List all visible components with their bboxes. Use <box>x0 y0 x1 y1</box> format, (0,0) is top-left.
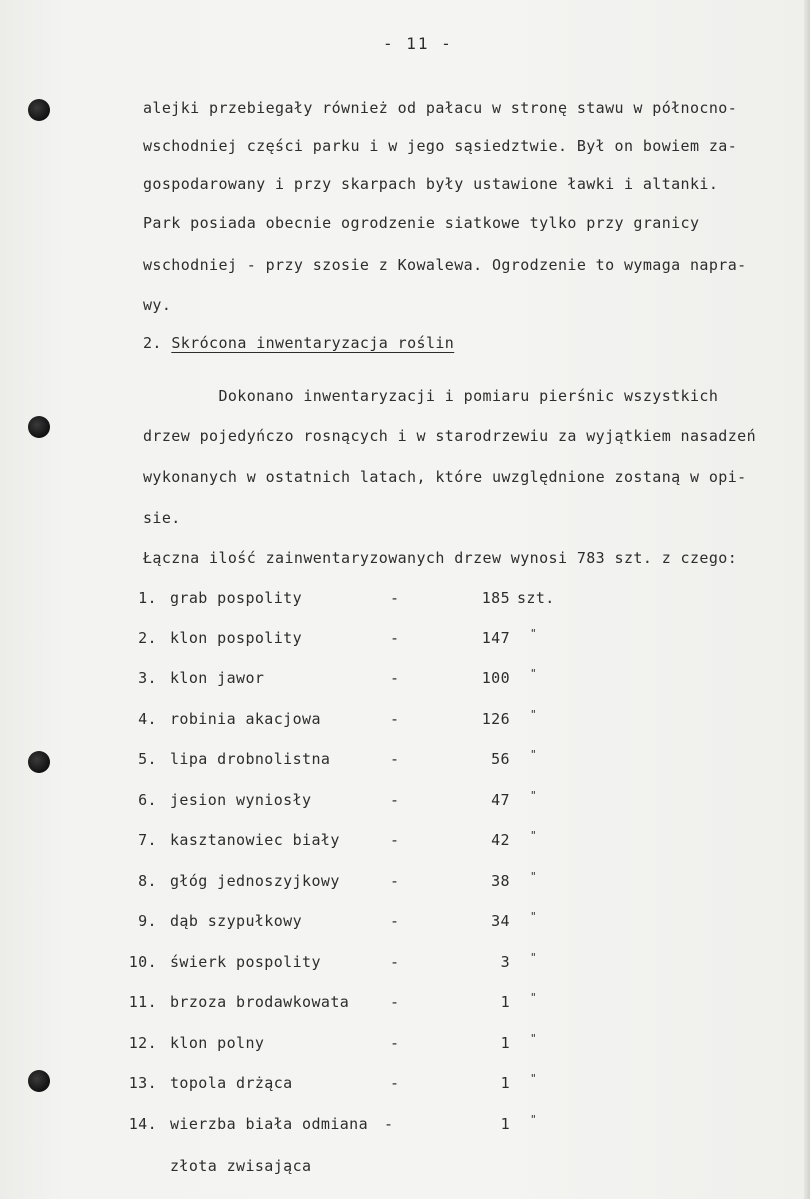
species-dash: - <box>390 1074 400 1092</box>
species-name: klon jawor <box>170 669 265 687</box>
species-count: 38 <box>491 872 510 890</box>
species-name: brzoza brodawkowata <box>170 993 350 1011</box>
species-count: 42 <box>491 831 510 849</box>
species-row <box>0 1074 810 1094</box>
species-count: 100 <box>481 669 510 687</box>
species-number: 7. <box>138 831 157 849</box>
species-name: świerk pospolity <box>170 953 321 971</box>
species-number: 2. <box>138 629 157 647</box>
paragraph-line: sie. <box>143 509 181 527</box>
species-count: 1 <box>500 993 510 1011</box>
species-count: 34 <box>491 912 510 930</box>
species-dash: - <box>390 669 400 687</box>
species-dash: - <box>390 589 400 607</box>
species-name: kasztanowiec biały <box>170 831 340 849</box>
species-name: grab pospolity <box>170 589 303 607</box>
species-name: głóg jednoszyjkowy <box>170 872 340 890</box>
species-unit: " <box>530 1072 538 1085</box>
species-number: 10. <box>128 953 157 971</box>
species-number: 1. <box>138 589 157 607</box>
species-row <box>0 589 810 609</box>
species-dash: - <box>390 1034 400 1052</box>
species-count: 47 <box>491 791 510 809</box>
paragraph-line: wschodniej - przy szosie z Kowalewa. Ogrodzenie to wymaga napra- <box>143 256 747 274</box>
species-row <box>0 953 810 973</box>
species-row <box>0 629 810 649</box>
species-count: 126 <box>481 710 510 728</box>
species-number: 13. <box>128 1074 157 1092</box>
species-unit: szt. <box>517 589 555 607</box>
species-dash: - <box>390 831 400 849</box>
species-unit: " <box>530 910 538 923</box>
species-unit: " <box>530 1113 538 1126</box>
species-dash: - <box>390 791 400 809</box>
species-dash: - <box>390 750 400 768</box>
paragraph-line: alejki przebiegały również od pałacu w stronę stawu w północno- <box>143 99 738 117</box>
species-count: 3 <box>500 953 510 971</box>
species-name: lipa drobnolistna <box>170 750 331 768</box>
species-unit: " <box>530 627 538 640</box>
species-dash: - <box>390 710 400 728</box>
species-count: 1 <box>500 1034 510 1052</box>
species-dash: - <box>390 629 400 647</box>
species-unit: " <box>530 1032 538 1045</box>
species-number: 6. <box>138 791 157 809</box>
paragraph-line: gospodarowany i przy skarpach były ustawione ławki i altanki. <box>143 175 719 193</box>
page-number: - 11 - <box>383 34 453 53</box>
species-unit: " <box>530 748 538 761</box>
paragraph-line: drzew pojedyńczo rosnących i w starodrzewiu za wyjątkiem nasadzeń <box>143 427 756 445</box>
species-row <box>0 1034 810 1054</box>
species-row <box>0 710 810 730</box>
binder-hole-icon <box>28 416 50 438</box>
paragraph-line: wykonanych w ostatnich latach, które uwzględnione zostaną w opi- <box>143 468 747 486</box>
species-number: 11. <box>128 993 157 1011</box>
species-unit: " <box>530 667 538 680</box>
species-row <box>0 669 810 689</box>
species-count: 1 <box>500 1074 510 1092</box>
species-row <box>0 831 810 851</box>
species-number: 3. <box>138 669 157 687</box>
species-dash: - <box>390 993 400 1011</box>
species-dash: - <box>390 912 400 930</box>
species-name: topola drżąca <box>170 1074 293 1092</box>
species-name: klon polny <box>170 1034 265 1052</box>
species-row <box>0 993 810 1013</box>
species-unit: " <box>530 951 538 964</box>
species-unit: " <box>530 829 538 842</box>
species-count: 56 <box>491 750 510 768</box>
species-dash: - <box>384 1115 394 1133</box>
species-row <box>0 872 810 892</box>
species-number: 8. <box>138 872 157 890</box>
species-row <box>0 791 810 811</box>
species-number: 5. <box>138 750 157 768</box>
species-count: 185 <box>481 589 510 607</box>
section-heading <box>143 334 454 352</box>
summary-line: Łączna ilość zainwentaryzowanych drzew wynosi 783 szt. z czego: <box>143 549 738 567</box>
species-name: dąb szypułkowy <box>170 912 303 930</box>
species-unit: " <box>530 870 538 883</box>
species-name-continuation: złota zwisająca <box>170 1157 312 1175</box>
species-number: 4. <box>138 710 157 728</box>
species-number: 14. <box>128 1115 157 1133</box>
species-name: robinia akacjowa <box>170 710 321 728</box>
species-unit: " <box>530 991 538 1004</box>
binder-hole-icon <box>28 99 50 121</box>
section-title: Skrócona inwentaryzacja roślin <box>171 334 455 352</box>
paragraph-line: wschodniej części parku i w jego sąsiedztwie. Był on bowiem za- <box>143 137 738 155</box>
section-number: 2. <box>143 334 162 352</box>
species-count: 147 <box>481 629 510 647</box>
species-row <box>0 1115 810 1135</box>
species-count: 1 <box>500 1115 510 1133</box>
species-number: 12. <box>128 1034 157 1052</box>
species-number: 9. <box>138 912 157 930</box>
paragraph-line: Dokonano inwentaryzacji i pomiaru pierśnic wszystkich <box>143 387 719 405</box>
species-row <box>0 750 810 770</box>
species-unit: " <box>530 789 538 802</box>
species-dash: - <box>390 872 400 890</box>
species-name: klon pospolity <box>170 629 303 647</box>
paragraph-line: wy. <box>143 296 172 314</box>
species-dash: - <box>390 953 400 971</box>
species-name: jesion wyniosły <box>170 791 312 809</box>
paragraph-line: Park posiada obecnie ogrodzenie siatkowe tylko przy granicy <box>143 214 700 232</box>
species-unit: " <box>530 708 538 721</box>
species-name: wierzba biała odmiana <box>170 1115 369 1133</box>
species-row <box>0 912 810 932</box>
